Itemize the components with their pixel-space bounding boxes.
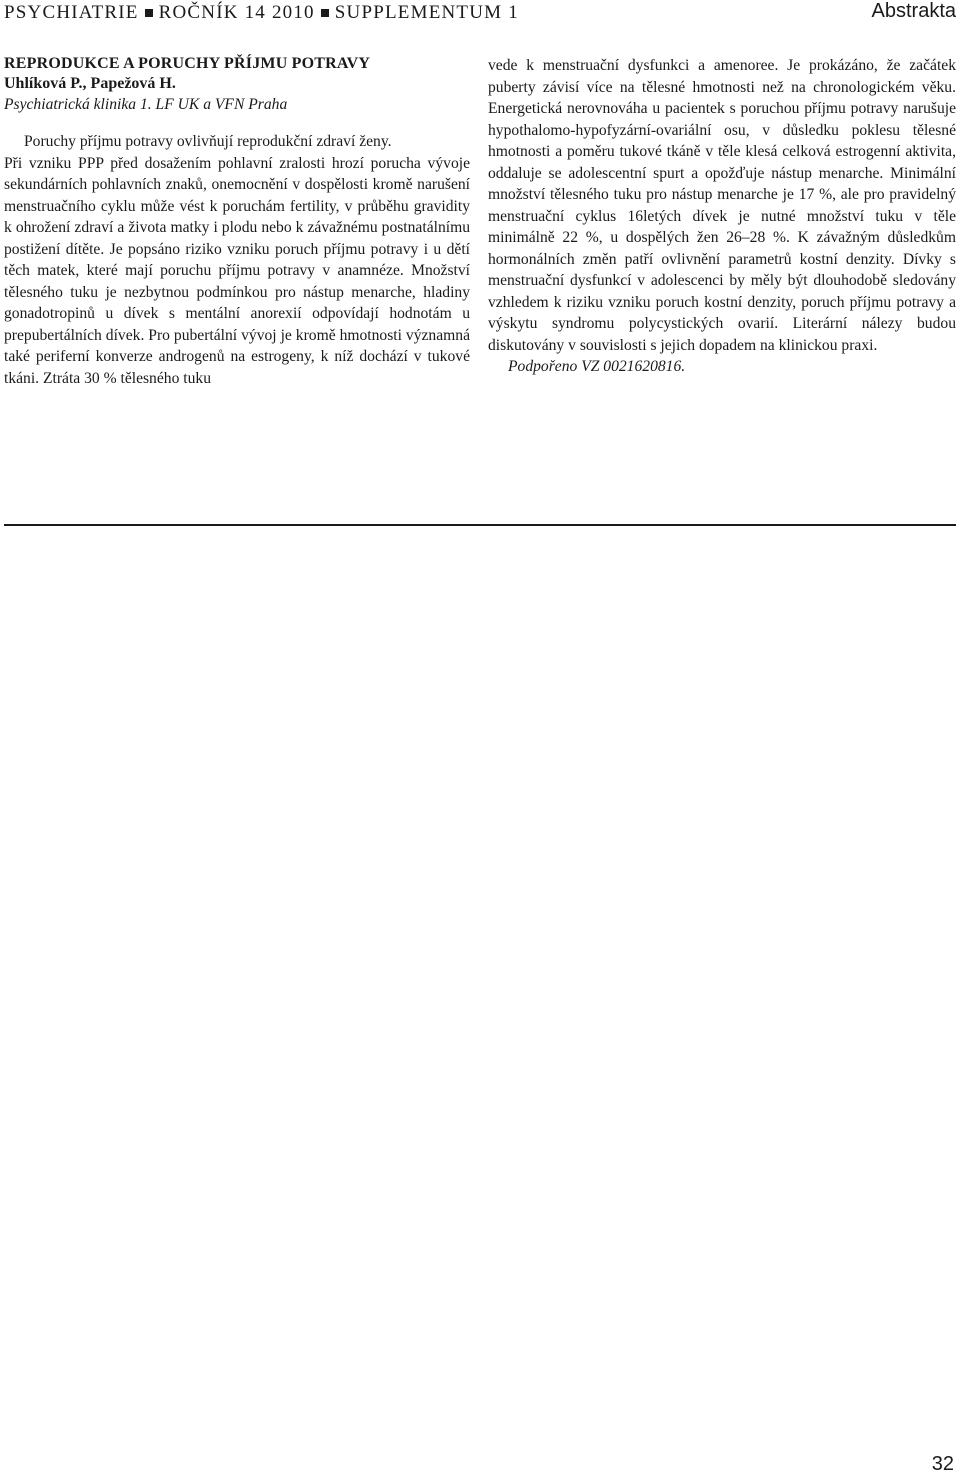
left-column: [4, 53, 470, 389]
horizontal-divider: [4, 524, 956, 526]
section-label: Abstrakta: [871, 0, 956, 22]
article-title: REPRODUKCE A PORUCHY PŘÍJMU POTRAVY: [4, 55, 371, 72]
body-paragraph-left: Při vzniku PPP před dosažením pohlavní zralosti hrozí porucha vývoje sekundárních pohlavních znaků, onemocnění v dospělosti kromě narušení menstruačního cyklu může vést k poruchám fertility, v průběhu gravidity k ohrožení zdraví a života matky i plodu nebo k závažnému postnatálnímu postižení dítěte. Je popsáno riziko vzniku poruch příjmu potravy i u dětí těch matek, které mají poruchu příjmu potravy v anamnéze. Množství tělesného tuku je nezbytnou podmínkou pro nástup menarche, hladiny gonadotropinů u dívek s mentální anorexií odpovídají hodnotám u prepubertálních dívek. Pro pubertální vývoj je kromě hmotnosti významná také periferní konverze androgenů na estrogeny, k níž dochází v tukové tkáni. Ztráta 30 % tělesného tuku: [4, 154, 470, 387]
body-paragraph-right: vede k menstruační dysfunkci a amenoree. Je prokázáno, že začátek puberty závisí více na tělesné hmotnosti než na chronologickém věku. Energetická nerovnováha u pacientek s poruchou příjmu potravy narušuje hypothalomo-hypofyzární-ovariální osu, v důsledku poklesu tělesné hmotnosti a poměru tukové tkáně v těle klesá celková estrogenní aktivita, oddaluje se adolescentní spurt a opožďuje nástup menarche. Minimální množství tělesného tuku pro nástup menarche je 17 %, ale pro pravidelný menstruační cyklus 16letých dívek je nutné množství tuku v těle minimálně 22 %, u dospělých žen 26–28 %. K závažným důsledkům hormonálních změn patří ovlivnění parametrů kostní denzity. Dívky s menstruační dysfunkcí v adolescenci by měly být dlouhodobě sledovány vzhledem k riziku vzniku poruch kostní denzity, poruch příjmu potravy a výskytu syndromu polycystických ovarií. Literární nálezy budou diskutovány v souvislosti s jejich dopadem na klinickou praxi.: [488, 57, 956, 354]
page-number: 32: [931, 1453, 954, 1475]
supplement-label: SUPPLEMENTUM 1: [334, 2, 519, 23]
square-bullet-icon: [145, 9, 153, 17]
article-authors: Uhlíková P., Papežová H.: [4, 75, 176, 92]
year-label: 2010: [271, 2, 315, 23]
lead-paragraph: Poruchy příjmu potravy ovlivňují reprodukční zdraví ženy.: [24, 133, 392, 150]
volume-label: ROČNÍK 14: [158, 2, 266, 23]
funding-note: Podpořeno VZ 0021620816.: [508, 358, 686, 375]
running-header: [4, 0, 956, 26]
right-column: [488, 55, 956, 378]
square-bullet-icon: [321, 9, 329, 17]
article-affiliation: Psychiatrická klinika 1. LF UK a VFN Praha: [4, 96, 288, 113]
journal-name: PSYCHIATRIE: [4, 2, 139, 23]
journal-masthead: [4, 2, 519, 24]
